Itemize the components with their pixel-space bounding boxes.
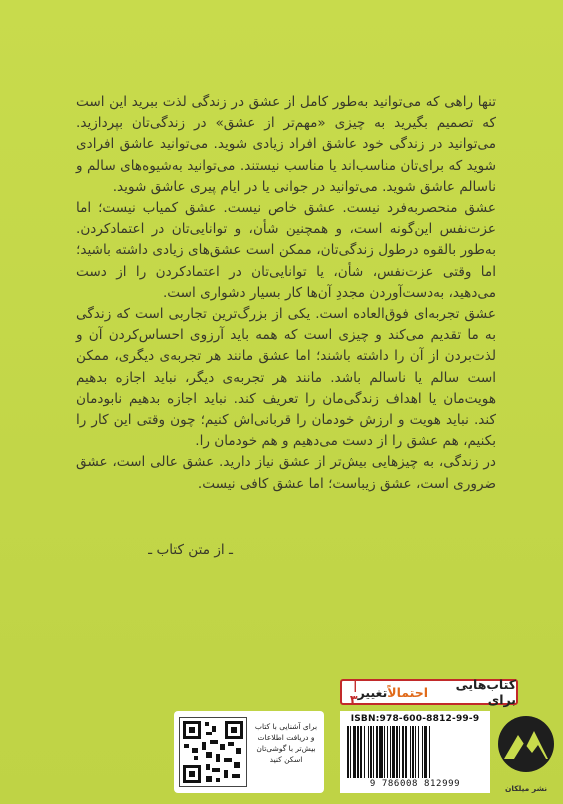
barcode-stripe	[430, 726, 431, 778]
publisher-name: نشر میلکان	[504, 784, 548, 793]
barcode-panel	[340, 711, 490, 793]
mountains-icon	[496, 713, 556, 775]
series-number: |۳	[349, 677, 358, 707]
qr-panel	[174, 711, 324, 793]
paragraph-3: عشق تجربه‌ای فوق‌العاده است. یکی از بزرگ‌ترین تجاربی است که زندگی به ما تقدیم می‌کند و چیزی است که همه باید آرزوی احساس‌کردن آن و لذت‌بردن از آن را داشته باشند؛ اما عشق مانند هر تجربه‌ی دیگری، ممکن است سالم یا ناسالم باشد. مانند هر تجربه‌ی دیگر، نباید اجازه بدهیم هویت‌مان یا اهداف زندگی‌مان را تعریف کند. نباید اجازه بدهیم نابودمان کند. نباید هویت و ارزش خودمان را قربانی‌اش کنیم؛ چون وقتی این کار را بکنیم، هم عشق را از دست می‌دهیم و هم خودمان را.	[76, 306, 496, 450]
back-cover-text	[76, 92, 496, 495]
series-highlight: احتمالاً	[387, 684, 429, 700]
barcode-number: 9 786008 812999	[369, 779, 461, 789]
qr-pattern	[180, 718, 246, 786]
paragraph-1: تنها راهی که می‌توانید به‌طور کامل از عشق در زندگی لذت ببرید این است که تصمیم بگیرید به چیزی «مهم‌تر از عشق» در زندگی‌تان بپردازید. می‌توانید در زندگی خود عاشق افراد زیادی شوید. می‌توانید عاشق افرادی شوید که برای‌تان مناسب‌اند یا مناسب نیستند. می‌توانید به‌شیوه‌های سالم و ناسالم عاشق شوید. می‌توانید در جوانی یا در ایام پیری عاشق شوید.	[76, 94, 496, 195]
paragraph-4: در زندگی، به چیزهایی بیش‌تر از عشق نیاز دارید. عشق عالی است، عشق ضروری است، عشق زیباست؛ اما عشق کافی نیست.	[76, 454, 496, 492]
series-banner	[340, 679, 518, 705]
series-prefix: کتاب‌هایی برای	[455, 677, 516, 707]
isbn-label: ISBN:978-600-8812-99-9	[350, 714, 480, 724]
qr-code-icon[interactable]	[179, 717, 247, 787]
paragraph-2: عشق منحصربه‌فرد نیست. عشق خاص نیست. عشق کمیاب نیست؛ اما عزت‌نفس این‌گونه است، و همچنین شأن، و توانایی‌تان در اعتمادکردن. به‌طور بالقوه درطول زندگی‌تان، ممکن است عشق‌های زیادی داشته باشید؛ اما وقتی عزت‌نفس، شأن، یا توانایی‌تان در اعتمادکردن را از دست می‌دهید، به‌دست‌آوردن مجددِ آن‌ها کار بسیار دشواری است.	[76, 200, 496, 301]
qr-caption: برای آشنایی با کتاب و دریافت اطلاعات بیش‌تر با گوشی‌تان اسکن کنید	[254, 722, 318, 764]
source-attribution: ـ از متن کتاب ـ	[148, 542, 233, 558]
series-suffix: تغییر	[357, 684, 388, 700]
barcode-icon	[347, 726, 483, 778]
publisher-logo	[496, 713, 556, 793]
